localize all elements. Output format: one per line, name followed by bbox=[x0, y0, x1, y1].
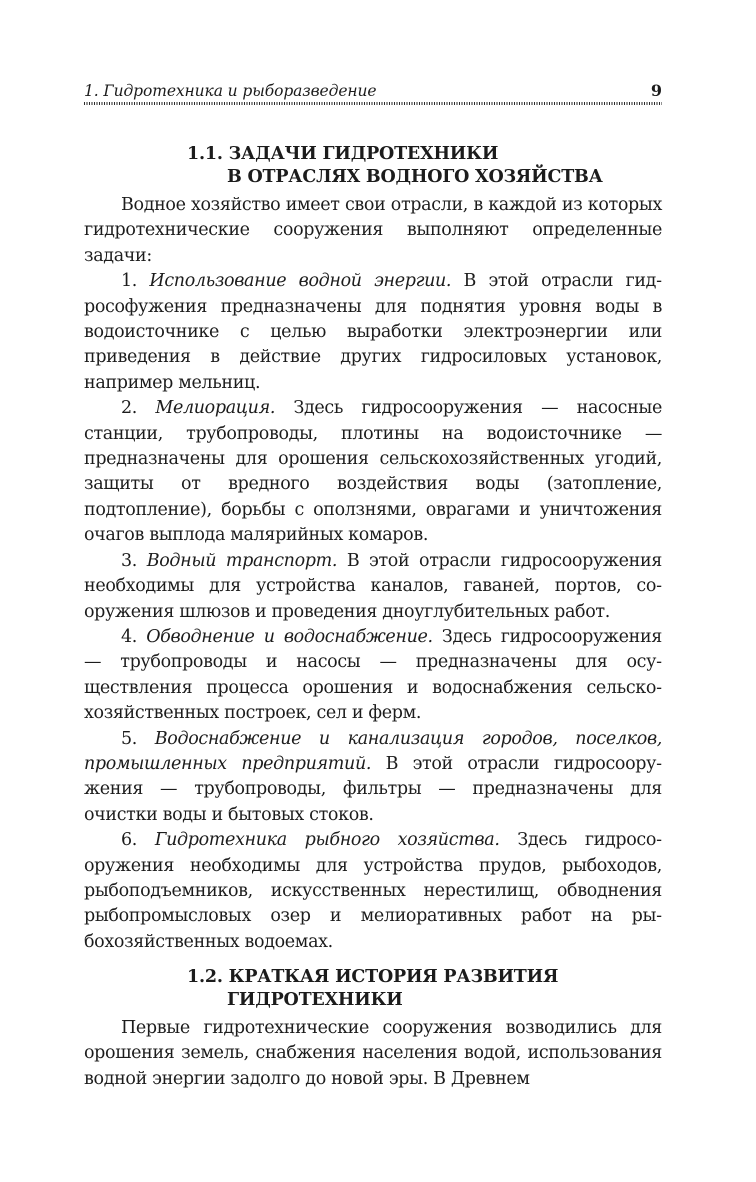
list-item-2-text: Здесь гидросооружения — насосные станции, трубопроводы, плотины на водоисточнике — предназначены для орошения сельскохозяйственных угодий, защиты от вредного воздействия воды (затопление, подтопление), борьбы с оползнями, оврагами и уничтожения очагов выплода малярийных комаров. bbox=[84, 398, 663, 546]
list-item-4-term: Обводнение и водоснабжение. bbox=[146, 626, 433, 647]
list-item-1 bbox=[84, 269, 662, 396]
list-item-4 bbox=[84, 625, 662, 727]
section-1-1-heading-line1: 1.1. ЗАДАЧИ ГИДРОТЕХНИКИ bbox=[187, 144, 499, 164]
list-item-5-text: В этой отрасли гидросооружения — трубопроводы, фильтры — предназначены для очистки воды и бытовых стоков. bbox=[84, 753, 662, 825]
section-1-2-heading bbox=[84, 966, 756, 1012]
section-1-2-paragraph: Первые гидротехнические сооружения возводились для орошения земель, снабжения населения водой, использования водной энергии задолго до новой эры. В Древнем bbox=[84, 1018, 662, 1089]
section-1-1-heading-line2: В ОТРАСЛЯХ ВОДНОГО ХОЗЯЙСТВА bbox=[227, 167, 603, 187]
list-item-3-number: 3. bbox=[121, 550, 137, 571]
list-item-3-text: В этой отрасли гидросооружения необходимы для устройства каналов, гаваней, портов, сооружения шлюзов и проведения дноуглубительных работ. bbox=[84, 550, 662, 622]
list-item-4-text: Здесь гидросооружения — трубопроводы и насосы — предназначены для осуществления процесса орошения и водоснабжения сельскохозяйственных построек, сел и ферм. bbox=[84, 626, 662, 724]
running-head bbox=[84, 80, 662, 104]
list-item-2-number: 2. bbox=[121, 398, 137, 419]
list-item-4-number: 4. bbox=[121, 626, 137, 647]
list-item-5 bbox=[84, 727, 662, 829]
list-item-6 bbox=[84, 828, 662, 955]
section-1-1-body bbox=[84, 193, 662, 955]
list-item-6-text: Здесь гидросооружения необходимы для устройства прудов, рыбоходов, рыбоподъемников, искусственных нерестилищ, обводнения рыбопромысловых озер и мелиоративных работ на рыбохозяйственных водоемах. bbox=[84, 830, 662, 952]
list-item-5-number: 5. bbox=[121, 728, 137, 749]
section-1-2-heading-line1: 1.2. КРАТКАЯ ИСТОРИЯ РАЗВИТИЯ bbox=[187, 967, 559, 987]
page-number: 9 bbox=[650, 81, 662, 100]
list-item-2-term: Мелиорация. bbox=[155, 398, 276, 419]
list-item-3-term: Водный транспорт. bbox=[146, 550, 338, 571]
list-item-1-text: В этой отрасли гидрософужения предназначены для поднятия уровня воды в водоисточнике с целью выработки электроэнергии или приведения в действие других гидросиловых установок, например мельниц. bbox=[84, 271, 662, 393]
running-head-rule bbox=[84, 102, 662, 105]
list-item-2 bbox=[84, 396, 662, 548]
section-1-1-intro: Водное хозяйство имеет свои отрасли, в каждой из которых гидротехнические сооружения выполняют определенные задачи: bbox=[84, 195, 662, 266]
section-1-1-heading bbox=[84, 143, 756, 189]
list-item-3 bbox=[84, 549, 662, 625]
running-head-title: 1. Гидротехника и рыборазведение bbox=[84, 82, 377, 100]
section-1-2-heading-line2: ГИДРОТЕХНИКИ bbox=[227, 990, 403, 1010]
list-item-1-term: Использование водной энергии. bbox=[149, 271, 452, 292]
list-item-6-number: 6. bbox=[121, 830, 137, 851]
list-item-1-number: 1. bbox=[121, 271, 137, 292]
list-item-5-term: Водоснабжение и канализация городов, поселков, промышленных предприятий. bbox=[84, 728, 663, 774]
section-1-2-body bbox=[84, 1016, 662, 1092]
list-item-6-term: Гидротехника рыбного хозяйства. bbox=[154, 830, 500, 851]
